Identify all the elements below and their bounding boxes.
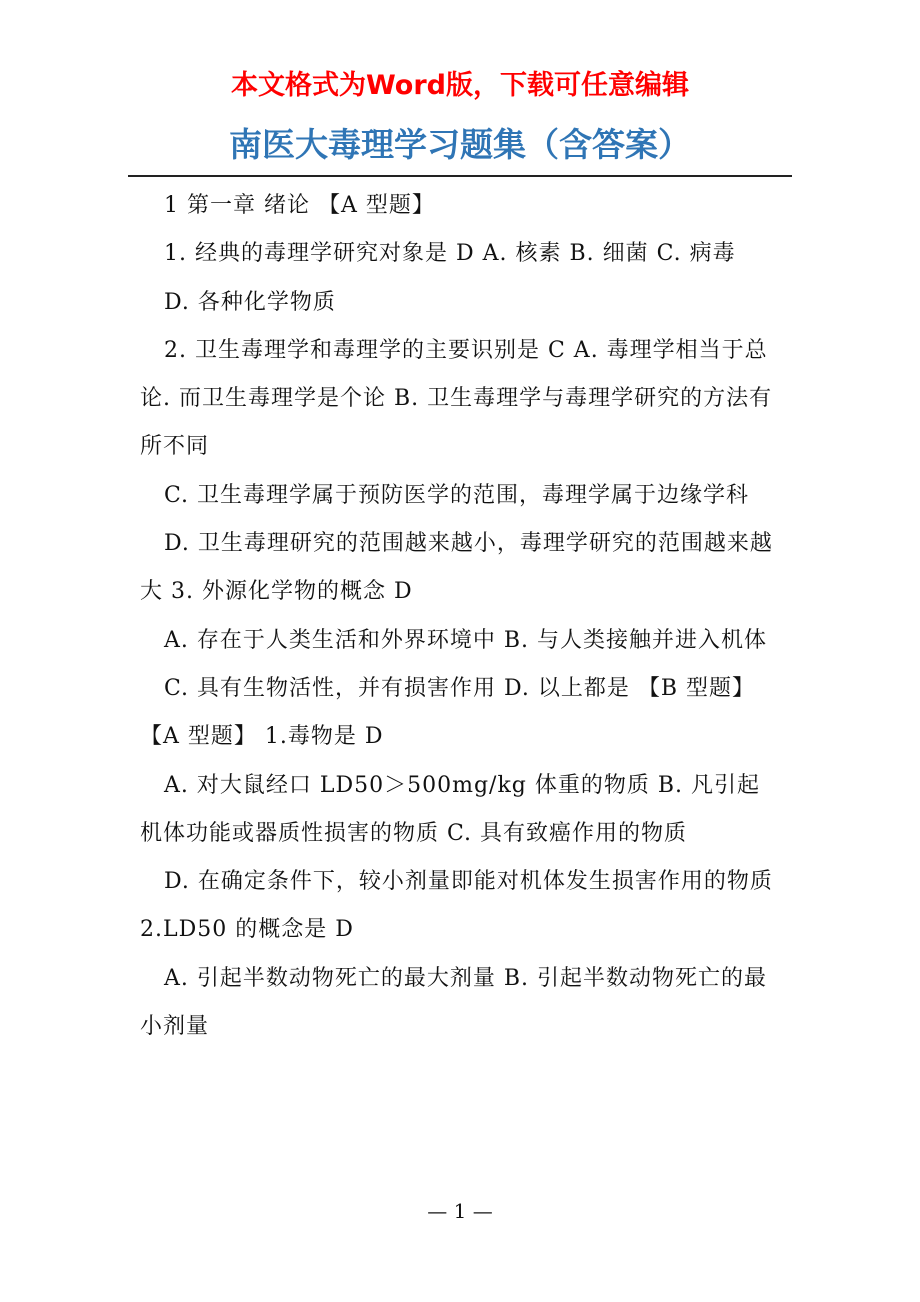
paragraph: A. 引起半数动物死亡的最大剂量 B. 引起半数动物死亡的最小剂量 <box>140 965 768 1040</box>
paragraph: 1 第一章 绪论 【A 型题】 <box>164 193 435 218</box>
paragraph: A. 对大鼠经口 LD50＞500mg/kg 体重的物质 B. 凡引起机体功能或器质性损害的物质 C. 具有致癌作用的物质 <box>140 772 761 846</box>
header-divider <box>128 175 792 177</box>
paragraph: D. 卫生毒理研究的范围越来越小，毒理学研究的范围越来越大 3. 外源化学物的概念 D <box>140 531 773 605</box>
paragraph: 1. 经典的毒理学研究对象是 D A. 核素 B. 细菌 C. 病毒 <box>164 241 736 267</box>
paragraph: C. 具有生物活性，并有损害作用 D. 以上都是 【B 型题】 【A 型题】 1.毒物是 D <box>140 675 756 750</box>
paragraph: D. 各种化学物质 <box>164 289 336 315</box>
document-body <box>140 182 780 1051</box>
format-notice: 本文格式为Word版，下载可任意编辑 <box>230 70 689 101</box>
page-number: — 1 — <box>427 1199 493 1223</box>
document-title: 南医大毒理学习题集（含答案） <box>229 125 691 164</box>
paragraph: A. 存在于人类生活和外界环境中 B. 与人类接触并进入机体 <box>164 627 768 653</box>
paragraph: D. 在确定条件下，较小剂量即能对机体发生损害作用的物质 2.LD50 的概念是 D <box>140 869 773 943</box>
paragraph: 2. 卫生毒理学和毒理学的主要识别是 C A. 毒理学相当于总论. 而卫生毒理学是个论 B. 卫生毒理学与毒理学研究的方法有所不同 <box>140 337 773 460</box>
paragraph: C. 卫生毒理学属于预防医学的范围，毒理学属于边缘学科 <box>164 482 750 508</box>
